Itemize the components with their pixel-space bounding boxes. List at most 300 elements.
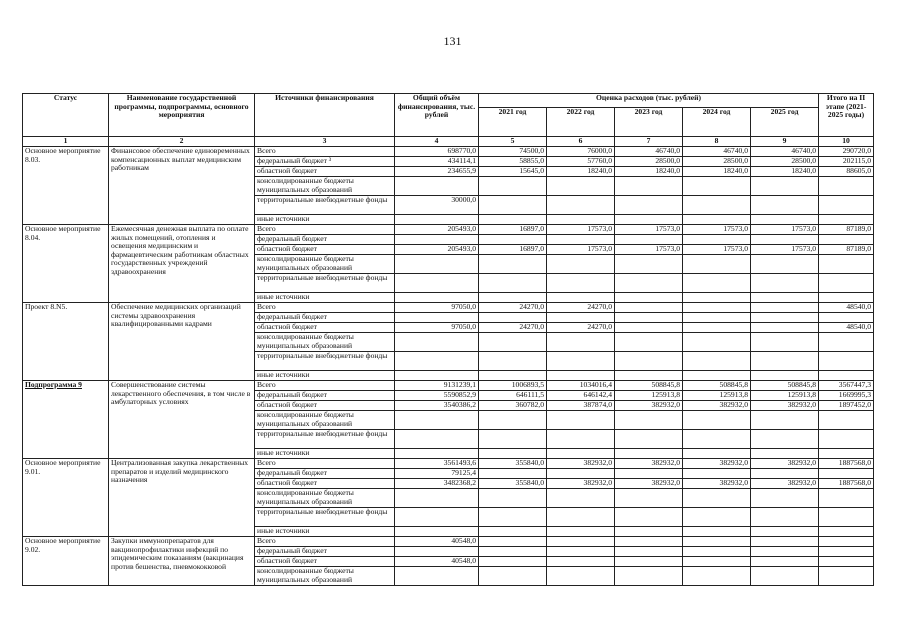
- row-value: 15645,0: [479, 167, 547, 177]
- row-value: [479, 508, 547, 527]
- row-value: 205493,0: [395, 225, 479, 235]
- row-value: 17573,0: [547, 245, 615, 255]
- row-value: [683, 274, 751, 293]
- row-value: [819, 469, 874, 479]
- row-value: [395, 333, 479, 352]
- row-value: [615, 547, 683, 557]
- header-year: 2025 год: [751, 108, 819, 137]
- row-value: [819, 567, 874, 586]
- row-value: [819, 411, 874, 430]
- row-value: [751, 274, 819, 293]
- row-value: [683, 449, 751, 459]
- header-estimate: Оценка расходов (тыс. рублей): [479, 94, 819, 108]
- row-value: 28500,0: [615, 157, 683, 167]
- row-value: [479, 489, 547, 508]
- row-value: 9131239,1: [395, 381, 479, 391]
- row-value: 28500,0: [751, 157, 819, 167]
- row-value: [615, 274, 683, 293]
- row-value: 646111,5: [479, 391, 547, 401]
- row-value: 125913,8: [751, 391, 819, 401]
- row-value: 355840,0: [479, 479, 547, 489]
- row-value: [751, 293, 819, 303]
- row-value: [683, 469, 751, 479]
- column-number-row: [23, 137, 874, 147]
- table-row: [23, 225, 874, 235]
- row-value: [547, 411, 615, 430]
- row-value: [547, 235, 615, 245]
- row-value: 382932,0: [615, 401, 683, 411]
- row-value: [683, 235, 751, 245]
- row-source: областной бюджет: [255, 245, 395, 255]
- row-value: [547, 313, 615, 323]
- row-value: [751, 215, 819, 225]
- row-value: [751, 196, 819, 215]
- row-source: федеральный бюджет: [255, 235, 395, 245]
- row-value: [479, 449, 547, 459]
- row-value: 355840,0: [479, 459, 547, 469]
- row-value: 17573,0: [547, 225, 615, 235]
- row-source: консолидированные бюджеты муниципальных образований: [255, 333, 395, 352]
- row-program-name: Финансовое обеспечение единовременных компенсационных выплат медицинским работникам: [109, 147, 255, 225]
- row-source: Всего: [255, 147, 395, 157]
- row-value: [683, 527, 751, 537]
- row-value: [479, 567, 547, 586]
- row-value: 76000,0: [547, 147, 615, 157]
- row-value: 1006893,5: [479, 381, 547, 391]
- table-row: [23, 537, 874, 547]
- row-value: [683, 537, 751, 547]
- row-value: 382932,0: [751, 459, 819, 469]
- row-value: 16897,0: [479, 245, 547, 255]
- row-source: областной бюджет: [255, 323, 395, 333]
- row-value: 87189,0: [819, 245, 874, 255]
- row-source: территориальные внебюджетные фонды: [255, 430, 395, 449]
- row-value: 18240,0: [751, 167, 819, 177]
- row-value: 74500,0: [479, 147, 547, 157]
- row-value: [479, 557, 547, 567]
- row-value: [751, 430, 819, 449]
- row-value: 97050,0: [395, 323, 479, 333]
- row-value: 508845,8: [615, 381, 683, 391]
- row-value: [819, 508, 874, 527]
- budget-table: [22, 93, 874, 586]
- header-status: Статус: [23, 94, 109, 137]
- row-value: 1034016,4: [547, 381, 615, 391]
- row-value: [819, 537, 874, 547]
- row-value: [683, 293, 751, 303]
- row-value: [547, 293, 615, 303]
- row-value: 17573,0: [683, 225, 751, 235]
- row-value: 382932,0: [547, 459, 615, 469]
- row-value: [751, 557, 819, 567]
- row-value: [547, 449, 615, 459]
- row-source: иные источники: [255, 449, 395, 459]
- column-number: 9: [751, 137, 819, 147]
- column-number: 5: [479, 137, 547, 147]
- row-value: [819, 293, 874, 303]
- row-value: [479, 430, 547, 449]
- row-value: [683, 567, 751, 586]
- row-value: [751, 333, 819, 352]
- row-value: 202115,0: [819, 157, 874, 167]
- row-value: 1897452,0: [819, 401, 874, 411]
- row-value: [547, 508, 615, 527]
- row-value: 18240,0: [547, 167, 615, 177]
- row-value: 234655,9: [395, 167, 479, 177]
- row-source: консолидированные бюджеты муниципальных образований: [255, 411, 395, 430]
- row-value: 3567447,3: [819, 381, 874, 391]
- row-value: [751, 313, 819, 323]
- header-year: 2022 год: [547, 108, 615, 137]
- row-value: 3540386,2: [395, 401, 479, 411]
- row-value: 18240,0: [615, 167, 683, 177]
- row-value: 97050,0: [395, 303, 479, 313]
- row-value: [683, 196, 751, 215]
- row-value: 17573,0: [751, 225, 819, 235]
- row-value: [615, 177, 683, 196]
- row-value: 24270,0: [547, 303, 615, 313]
- row-value: 360782,0: [479, 401, 547, 411]
- row-value: 698770,0: [395, 147, 479, 157]
- row-value: [479, 527, 547, 537]
- row-source: консолидированные бюджеты муниципальных образований: [255, 489, 395, 508]
- table-row: [23, 147, 874, 157]
- row-value: [479, 196, 547, 215]
- row-value: [547, 371, 615, 381]
- row-value: [547, 537, 615, 547]
- row-value: 382932,0: [615, 479, 683, 489]
- row-value: [819, 527, 874, 537]
- row-value: [479, 235, 547, 245]
- row-source: Всего: [255, 537, 395, 547]
- row-value: [819, 333, 874, 352]
- row-value: [547, 274, 615, 293]
- row-value: [479, 547, 547, 557]
- row-value: [547, 255, 615, 274]
- row-source: консолидированные бюджеты муниципальных образований: [255, 255, 395, 274]
- row-value: [683, 215, 751, 225]
- row-value: [395, 371, 479, 381]
- row-value: 382932,0: [751, 401, 819, 411]
- row-value: 48540,0: [819, 303, 874, 313]
- row-value: [615, 371, 683, 381]
- row-value: [615, 469, 683, 479]
- row-value: [615, 235, 683, 245]
- row-value: 382932,0: [683, 401, 751, 411]
- row-value: 17573,0: [615, 245, 683, 255]
- row-value: [615, 352, 683, 371]
- row-value: 3561493,6: [395, 459, 479, 469]
- row-value: 46740,0: [683, 147, 751, 157]
- row-value: [819, 177, 874, 196]
- row-value: [547, 567, 615, 586]
- row-value: [751, 352, 819, 371]
- row-value: [751, 255, 819, 274]
- row-source: Всего: [255, 381, 395, 391]
- row-value: [751, 371, 819, 381]
- row-value: [395, 255, 479, 274]
- row-value: [615, 489, 683, 508]
- row-value: 382932,0: [615, 459, 683, 469]
- row-status: Подпрограмма 9: [23, 381, 109, 459]
- column-number: 7: [615, 137, 683, 147]
- row-value: [615, 313, 683, 323]
- row-value: [615, 323, 683, 333]
- row-value: [479, 333, 547, 352]
- row-value: [547, 177, 615, 196]
- row-value: [683, 313, 751, 323]
- row-value: 125913,8: [683, 391, 751, 401]
- row-source: Всего: [255, 225, 395, 235]
- header-stage-total: Итого на II этапе (2021-2025 годы): [819, 94, 874, 137]
- row-value: [547, 469, 615, 479]
- row-value: [751, 537, 819, 547]
- row-value: 17573,0: [751, 245, 819, 255]
- row-source: Всего: [255, 459, 395, 469]
- row-value: 508845,8: [751, 381, 819, 391]
- row-source: Всего: [255, 303, 395, 313]
- row-value: [395, 274, 479, 293]
- row-source: территориальные внебюджетные фонды: [255, 196, 395, 215]
- row-value: [395, 430, 479, 449]
- header-program: Наименование государственной программы, подпрограммы, основного мероприятия: [109, 94, 255, 137]
- header-year: 2024 год: [683, 108, 751, 137]
- row-value: [547, 557, 615, 567]
- row-value: 18240,0: [683, 167, 751, 177]
- row-value: 28500,0: [683, 157, 751, 167]
- row-value: [395, 547, 479, 557]
- table-row: [23, 381, 874, 391]
- row-value: [479, 469, 547, 479]
- row-value: [395, 567, 479, 586]
- row-value: 17573,0: [683, 245, 751, 255]
- row-value: [819, 313, 874, 323]
- row-value: [751, 527, 819, 537]
- row-value: [819, 430, 874, 449]
- column-number: 1: [23, 137, 109, 147]
- row-value: 79125,4: [395, 469, 479, 479]
- row-source: иные источники: [255, 527, 395, 537]
- row-value: [751, 235, 819, 245]
- row-value: [819, 557, 874, 567]
- row-value: [547, 489, 615, 508]
- row-value: 382932,0: [683, 459, 751, 469]
- table-row: [23, 459, 874, 469]
- row-value: [683, 547, 751, 557]
- row-value: [615, 567, 683, 586]
- table-row: [23, 303, 874, 313]
- row-value: [395, 293, 479, 303]
- column-number: 3: [255, 137, 395, 147]
- row-value: 40548,0: [395, 537, 479, 547]
- row-value: [819, 196, 874, 215]
- row-value: [819, 235, 874, 245]
- row-value: 88605,0: [819, 167, 874, 177]
- column-number: 10: [819, 137, 874, 147]
- row-value: [395, 313, 479, 323]
- row-source: федеральный бюджет: [255, 547, 395, 557]
- row-value: 5590852,9: [395, 391, 479, 401]
- row-source: областной бюджет: [255, 401, 395, 411]
- header-year: 2021 год: [479, 108, 547, 137]
- row-value: [479, 537, 547, 547]
- row-value: [819, 255, 874, 274]
- row-value: [683, 352, 751, 371]
- header-total: Общий объём финансирования, тыс. рублей: [395, 94, 479, 137]
- row-value: 387874,0: [547, 401, 615, 411]
- row-source: областной бюджет: [255, 479, 395, 489]
- row-value: [547, 527, 615, 537]
- row-value: 46740,0: [751, 147, 819, 157]
- row-value: 87189,0: [819, 225, 874, 235]
- row-value: [615, 430, 683, 449]
- row-value: 24270,0: [479, 323, 547, 333]
- row-value: [819, 547, 874, 557]
- column-number: 2: [109, 137, 255, 147]
- row-value: [615, 196, 683, 215]
- row-value: [819, 449, 874, 459]
- row-source: областной бюджет: [255, 167, 395, 177]
- row-value: 290720,0: [819, 147, 874, 157]
- row-value: [547, 333, 615, 352]
- row-value: 382932,0: [751, 479, 819, 489]
- row-value: [683, 411, 751, 430]
- row-value: 30000,0: [395, 196, 479, 215]
- row-value: [819, 215, 874, 225]
- row-value: 3482368,2: [395, 479, 479, 489]
- row-value: 58855,0: [479, 157, 547, 167]
- row-value: [479, 411, 547, 430]
- row-value: [683, 508, 751, 527]
- row-status: Основное мероприятие 8.04.: [23, 225, 109, 303]
- row-value: [395, 489, 479, 508]
- row-value: [395, 411, 479, 430]
- row-value: [751, 489, 819, 508]
- row-source: иные источники: [255, 371, 395, 381]
- row-value: [683, 255, 751, 274]
- row-value: [751, 323, 819, 333]
- column-number: 4: [395, 137, 479, 147]
- row-value: 17573,0: [615, 225, 683, 235]
- row-value: [615, 215, 683, 225]
- row-value: [395, 527, 479, 537]
- row-value: 382932,0: [547, 479, 615, 489]
- row-value: 24270,0: [479, 303, 547, 313]
- row-value: [479, 255, 547, 274]
- row-value: [751, 177, 819, 196]
- row-program-name: Совершенствование системы лекарственного обеспечения, в том числе в амбулаторных условиях: [109, 381, 255, 459]
- row-value: 508845,8: [683, 381, 751, 391]
- row-value: [615, 449, 683, 459]
- row-status: Основное мероприятие 8.03.: [23, 147, 109, 225]
- row-value: 434114,1: [395, 157, 479, 167]
- row-value: [683, 333, 751, 352]
- row-value: [683, 371, 751, 381]
- column-number: 8: [683, 137, 751, 147]
- row-value: [479, 293, 547, 303]
- row-program-name: Ежемесячная денежная выплата по оплате жилых помещений, отопления и освещения медицинским и фармацевтическим работникам областных государственных учреждений здравоохранения: [109, 225, 255, 303]
- row-source: консолидированные бюджеты муниципальных образований: [255, 177, 395, 196]
- row-value: [547, 196, 615, 215]
- row-value: [615, 333, 683, 352]
- row-program-name: Закупки иммунопрепаратов для вакцинопрофилактики инфекций по эпидемическим показаниям (вакцинация против бешенства, пневмококковой: [109, 537, 255, 586]
- row-value: [395, 215, 479, 225]
- row-value: [479, 177, 547, 196]
- row-value: [615, 557, 683, 567]
- row-value: [615, 303, 683, 313]
- row-value: [751, 303, 819, 313]
- row-value: [615, 255, 683, 274]
- row-value: [683, 177, 751, 196]
- row-program-name: Централизованная закупка лекарственных препаратов и изделий медицинского назначения: [109, 459, 255, 537]
- row-value: [751, 547, 819, 557]
- row-value: 125913,8: [615, 391, 683, 401]
- row-value: [751, 469, 819, 479]
- row-source: иные источники: [255, 293, 395, 303]
- row-value: [395, 449, 479, 459]
- header-year: 2023 год: [615, 108, 683, 137]
- header-sources: Источники финансирования: [255, 94, 395, 137]
- row-value: [479, 313, 547, 323]
- row-source: федеральный бюджет: [255, 313, 395, 323]
- row-value: [547, 430, 615, 449]
- row-source: областной бюджет: [255, 557, 395, 567]
- row-source: консолидированные бюджеты муниципальных образований: [255, 567, 395, 586]
- row-value: [479, 371, 547, 381]
- row-value: [751, 449, 819, 459]
- row-value: 382932,0: [683, 479, 751, 489]
- row-source: территориальные внебюджетные фонды: [255, 508, 395, 527]
- row-source: федеральный бюджет ³: [255, 157, 395, 167]
- row-value: [479, 274, 547, 293]
- row-value: 57760,0: [547, 157, 615, 167]
- row-value: [819, 352, 874, 371]
- row-source: иные источники: [255, 215, 395, 225]
- row-value: [683, 557, 751, 567]
- row-value: 646142,4: [547, 391, 615, 401]
- row-value: 48540,0: [819, 323, 874, 333]
- row-value: [615, 527, 683, 537]
- row-value: [683, 430, 751, 449]
- row-value: [547, 215, 615, 225]
- row-source: территориальные внебюджетные фонды: [255, 274, 395, 293]
- row-value: [615, 411, 683, 430]
- row-value: 1887568,0: [819, 459, 874, 469]
- row-value: 205493,0: [395, 245, 479, 255]
- row-value: 16897,0: [479, 225, 547, 235]
- row-value: [395, 235, 479, 245]
- row-value: [395, 352, 479, 371]
- page-number: 131: [443, 34, 462, 48]
- row-value: [751, 508, 819, 527]
- row-value: [615, 537, 683, 547]
- row-value: [751, 411, 819, 430]
- row-value: [819, 489, 874, 508]
- row-value: [683, 489, 751, 508]
- row-value: [395, 508, 479, 527]
- row-status: Проект 8.N5.: [23, 303, 109, 381]
- row-value: 1669995,3: [819, 391, 874, 401]
- row-value: [819, 371, 874, 381]
- row-value: [751, 567, 819, 586]
- row-status: Основное мероприятие 9.02.: [23, 537, 109, 586]
- row-source: федеральный бюджет: [255, 469, 395, 479]
- row-source: федеральный бюджет: [255, 391, 395, 401]
- row-source: территориальные внебюджетные фонды: [255, 352, 395, 371]
- row-value: [479, 215, 547, 225]
- row-value: [547, 352, 615, 371]
- row-value: 46740,0: [615, 147, 683, 157]
